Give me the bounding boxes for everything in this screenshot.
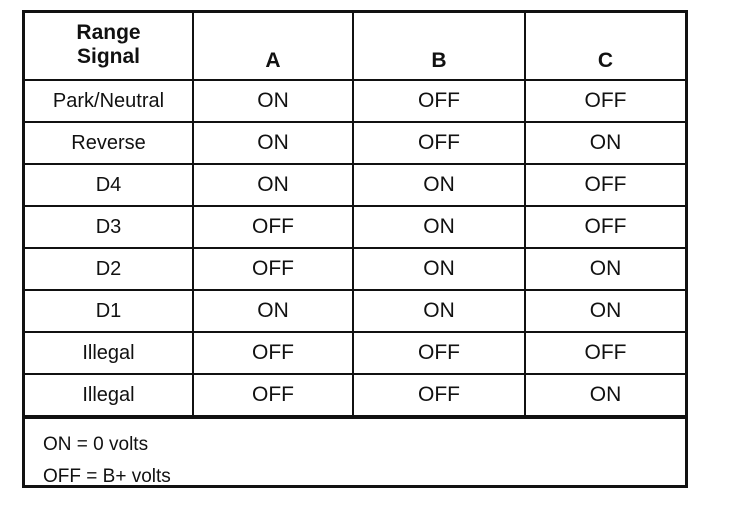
range-cell: Illegal bbox=[25, 332, 193, 374]
signal-c-cell: ON bbox=[525, 248, 685, 290]
range-cell: D4 bbox=[25, 164, 193, 206]
table-row bbox=[25, 80, 685, 122]
signal-a-cell: ON bbox=[193, 80, 353, 122]
signal-c-cell: OFF bbox=[525, 164, 685, 206]
range-cell: D1 bbox=[25, 290, 193, 332]
column-header-b: B bbox=[353, 13, 525, 80]
range-signal-header bbox=[25, 13, 193, 80]
signal-c-cell: ON bbox=[525, 374, 685, 416]
signal-b-cell: ON bbox=[353, 248, 525, 290]
header-row bbox=[25, 13, 685, 80]
signal-c-cell: OFF bbox=[525, 80, 685, 122]
column-header-a: A bbox=[193, 13, 353, 80]
signal-b-cell: OFF bbox=[353, 374, 525, 416]
signal-b-cell: ON bbox=[353, 164, 525, 206]
range-cell: D3 bbox=[25, 206, 193, 248]
signal-b-cell: OFF bbox=[353, 122, 525, 164]
signal-a-cell: ON bbox=[193, 122, 353, 164]
table-row bbox=[25, 122, 685, 164]
table-row bbox=[25, 332, 685, 374]
range-header-line1: Range bbox=[76, 21, 141, 44]
range-cell: Illegal bbox=[25, 374, 193, 416]
table-row bbox=[25, 290, 685, 332]
signal-a-cell: OFF bbox=[193, 332, 353, 374]
table-row bbox=[25, 164, 685, 206]
range-cell: D2 bbox=[25, 248, 193, 290]
range-cell: Reverse bbox=[25, 122, 193, 164]
legend-off-line: OFF = B+ volts bbox=[43, 466, 171, 487]
signal-a-cell: OFF bbox=[193, 206, 353, 248]
signal-b-cell: ON bbox=[353, 206, 525, 248]
signal-b-cell: OFF bbox=[353, 332, 525, 374]
signal-b-cell: OFF bbox=[353, 80, 525, 122]
range-header-line2: Signal bbox=[76, 45, 140, 68]
range-cell: Park/Neutral bbox=[25, 80, 193, 122]
signal-c-cell: OFF bbox=[525, 206, 685, 248]
signal-a-cell: ON bbox=[193, 164, 353, 206]
table-row bbox=[25, 374, 685, 416]
range-signal-table bbox=[25, 13, 685, 417]
signal-c-cell: OFF bbox=[525, 332, 685, 374]
range-signal-table-frame bbox=[22, 10, 688, 488]
signal-a-cell: OFF bbox=[193, 248, 353, 290]
column-header-c: C bbox=[525, 13, 685, 80]
signal-c-cell: ON bbox=[525, 122, 685, 164]
legend-on-line: ON = 0 volts bbox=[43, 434, 149, 455]
signal-b-cell: ON bbox=[353, 290, 525, 332]
table-row bbox=[25, 206, 685, 248]
signal-a-cell: OFF bbox=[193, 374, 353, 416]
signal-a-cell: ON bbox=[193, 290, 353, 332]
voltage-legend bbox=[25, 417, 685, 493]
table-row bbox=[25, 248, 685, 290]
signal-c-cell: ON bbox=[525, 290, 685, 332]
